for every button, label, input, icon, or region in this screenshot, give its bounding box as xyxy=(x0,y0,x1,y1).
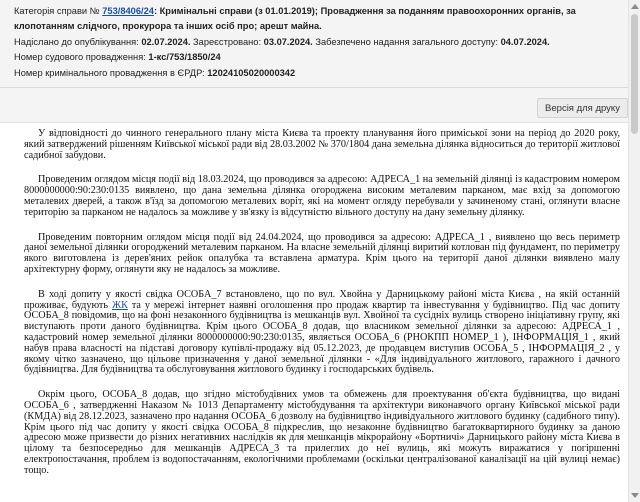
proceeding-label: Номер судового провадження: xyxy=(14,52,149,63)
dates-row xyxy=(14,35,628,50)
case-metadata xyxy=(0,0,628,88)
access-label: Забезпечено надання загального доступу: xyxy=(312,36,501,47)
paragraph-4-end: та у мережі інтернет наявні оголошення про продаж квартир та інвестування у будівництво. Під час допиту ОСОБА_8 повідомив, що на фоні незаконного будівництва із мешканців вул. Хвойної та сусідніх вулиць створено ініціативну групу, які виступають проти даного будівництва. Крім цього ОСОБА_8 додав, що власником земельної ділянки за адресою: АДРЕСА_1 , кадастровий номер земельної ділянки 8000000000:90:230:0135, являється ОСОБА_6 (РНОКПП НОМЕР_1 ), ІНФОРМАЦІЯ_1 , який набув права власності на підставі договору купівлі-продажу від 05.12.2023, де продавцем виступив ОСОБА_5 , ІНФОРМАЦІЯ_2 , у якому чітко зазначено, що цільове призначення у даної земельної ділянки - «Для індивідуального житлового, гаражного і дачного будівництва. Для будівництва та обслуговування житлового будинку і господарських будівель. xyxy=(24,299,620,376)
scrollbar-thumb[interactable] xyxy=(631,14,638,134)
paragraph-5: Окрім цього, ОСОБА_8 додав, що згідно містобудівних умов та обмежень для проектування об'єкта будівництва, що видані ОСОБА_6 , затвердженні Наказом № 1013 Департаменту містобудування та архітектури виконавчого органу Київської міської ради (КМДА) від 28.12.2023, зазначено про надання ОСОБА_6 дозволу на будівництво індивідуального житлового будинку (садибного типу). Крім цього під час допиту у якості свідка ОСОБА_8 підкреслив, що незаконне будівництво багатоквартирного будинку за даною адресою може призвести до різних негативних наслідків як для мешканців мікрорайону «Бортничі» Дарницького району міста Києва в цілому та безпосередньо для мешканців АДРЕСА_3 та прилеглих до неї вулиць, які можуть виражатися у погіршенні електропостачання, проблем із водопостачанням, екологічними проблемами (оскільки централізованої каналізації на цій вулиці немає) тощо. xyxy=(24,389,620,476)
sent-date: 02.07.2024. xyxy=(141,36,191,47)
scroll-up-icon[interactable] xyxy=(631,4,639,9)
criminal-row xyxy=(14,66,628,81)
criminal-number: 12024105020000342 xyxy=(207,67,296,78)
paragraph-1: У відповідності до чинного генерального плану міста Києва та проекту планування його приміської зони на період до 2020 року, який затверджений рішенням Київської міської ради від 28.03.2002 № 370/1804 дана земельна ділянка відноситься до території житлової садибної забудови. xyxy=(24,128,620,161)
paragraph-4-start: В ході допиту у якості свідка ОСОБА_7 встановлено, що по вул. Хвойна у Дарницькому районі міста Києва , на якій останній проживає, будують xyxy=(24,288,620,311)
registered-label: Зареєстровано: xyxy=(190,36,264,47)
category-label: Категорія справи № xyxy=(14,6,100,16)
access-date: 04.07.2024. xyxy=(500,36,550,47)
case-category-row xyxy=(14,4,619,35)
print-version-button[interactable]: Версія для друку xyxy=(537,98,628,118)
paragraph-2: Проведеним оглядом місця події від 18.03.2024, що проводився за адресою: АДРЕСА_1 на земельній ділянці із кадастровим номером 8000000000:90:230:0135 виявлено, що дана земельна ділянка огороджена високим металевим парканом, має вхід за допомогою металевих дверей, а також в'їзд за допомогою металевих воріт, які на момент огляду перебували у зачиненому стані, оглянути власне територію за парканом не надалось за можливе у зв'язку із відсутністю вільного доступу на дану земельну ділянку. xyxy=(24,174,620,218)
scroll-down-icon[interactable] xyxy=(631,493,639,498)
scrollbar[interactable] xyxy=(628,0,640,502)
document-body xyxy=(0,123,628,502)
criminal-label: Номер кримінального провадження в ЄРДР: xyxy=(14,67,208,78)
sent-label: Надіслано до опублікування: xyxy=(14,36,142,47)
proceeding-number: 1-кс/753/1850/24 xyxy=(148,52,221,63)
category-text: : Кримінальні справи (з 01.01.2019); Провадження за поданням правоохоронних органів, за клопотанням слідчого, прокурора та інших осіб про; арешт майна. xyxy=(14,6,576,32)
registered-date: 03.07.2024. xyxy=(263,36,313,47)
case-number-link[interactable]: 753/8406/24 xyxy=(102,6,154,16)
proceeding-row xyxy=(14,50,628,65)
paragraph-4 xyxy=(24,290,620,376)
paragraph-3: Проведеним повторним оглядом місця події від 24.04.2024, що проводився за адресою: АДРЕСА_1 , виявлено що весь периметр даної земельної ділянки огороджений металевим парканом. На власне земельній ділянці виритий котлован під фундамент, по периметру якого виготовлена із дерев'яних рейок опалубка та вставлена арматура. Крім цього на території даної ділянки виявлено малу архітектурну форму, оглянути яку не надалось за можливе. xyxy=(24,231,620,275)
zhk-link[interactable]: ЖК xyxy=(111,299,128,311)
